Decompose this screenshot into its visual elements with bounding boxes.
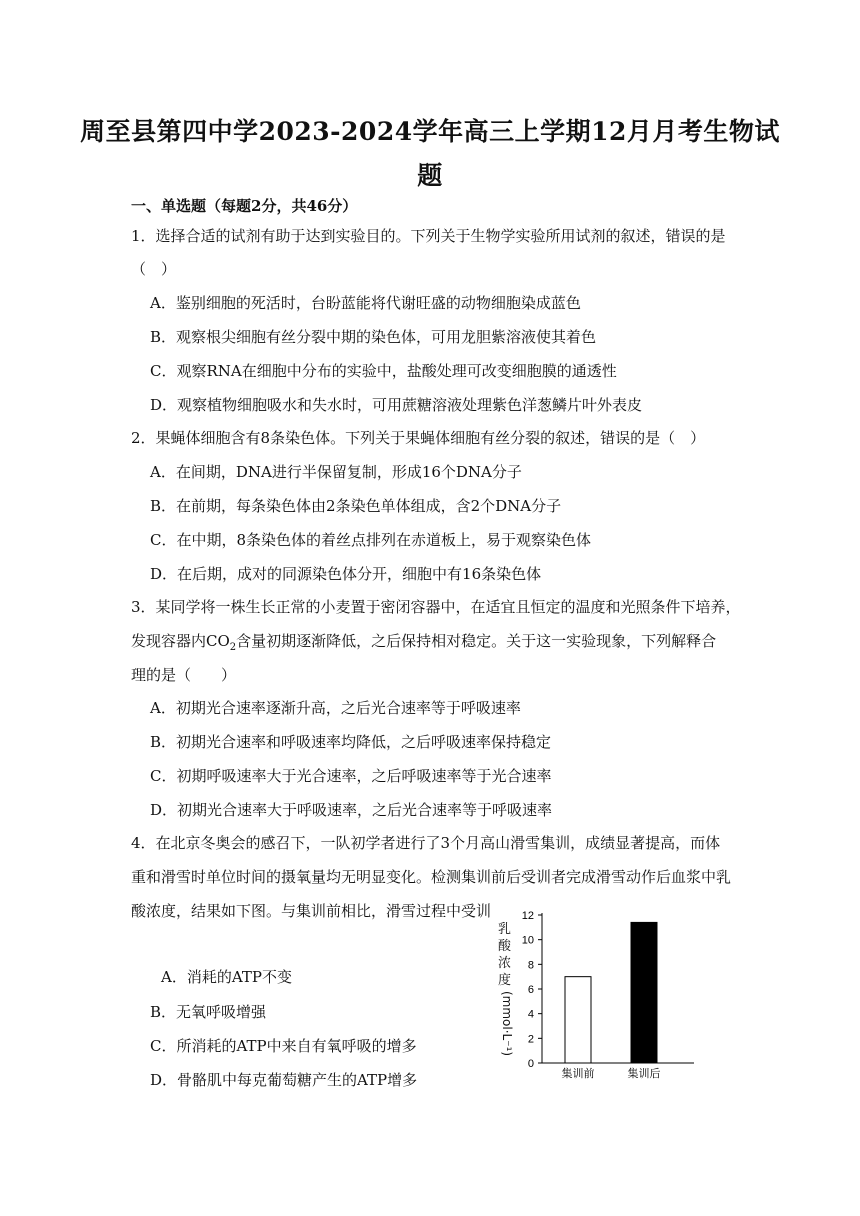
chart-category-label-2: 集训后	[627, 1067, 661, 1080]
chart-y-tick-label-10: 10	[521, 934, 534, 947]
q4-stem-line-1: 4．在北京冬奥会的感召下，一队初学者进行了3个月高山滑雪集训，成绩显著提高，而体	[131, 834, 721, 852]
q4-stem-line-2: 重和滑雪时单位时间的摄氧量均无明显变化。检测集训前后受训者完成滑雪动作后血浆中乳	[131, 868, 732, 886]
q2-option-a: A．在间期，DNA进行半保留复制，形成16个DNA分子	[150, 463, 522, 481]
q3-stem-line-2	[131, 631, 716, 658]
chart-bar-1	[565, 977, 591, 1063]
section-heading: 一、单选题（每题2分，共46分）	[131, 197, 358, 215]
q2-option-b: B．在前期，每条染色体由2条染色单体组成，含2个DNA分子	[150, 497, 562, 515]
q4-option-b: B．无氧呼吸增强	[150, 1003, 267, 1021]
chart-category-label-1: 集训前	[561, 1067, 595, 1080]
chart-y-tick-label-0: 0	[527, 1058, 534, 1070]
chart-y-axis-label-text: 乳酸浓度	[498, 922, 512, 988]
chart-y-tick-label-4: 4	[527, 1008, 534, 1021]
doc-title-line-2: 题	[417, 161, 443, 190]
q4-option-d: D．骨骼肌中每克葡萄糖产生的ATP增多	[150, 1071, 418, 1089]
q4-stem-line-3: 酸浓度，结果如下图。与集训前相比，滑雪过程中受训	[131, 902, 492, 920]
q1-stem-line-2: （ ）	[131, 260, 177, 278]
chart-y-tick-label-2: 2	[527, 1033, 534, 1046]
chart-plot-area	[494, 903, 704, 1083]
q2-stem: 2．果蝇体细胞含有8条染色体。下列关于果蝇体细胞有丝分裂的叙述，错误的是（ ）	[131, 429, 706, 447]
q3-option-a: A．初期光合速率逐渐升高，之后光合速率等于呼吸速率	[150, 699, 521, 717]
lactate-bar-chart	[494, 903, 704, 1083]
q2-option-d: D．在后期，成对的同源染色体分开，细胞中有16条染色体	[150, 565, 542, 583]
q1-option-b: B．观察根尖细胞有丝分裂中期的染色体，可用龙胆紫溶液使其着色	[150, 328, 597, 346]
q1-option-c: C．观察RNA在细胞中分布的实验中，盐酸处理可改变细胞膜的通透性	[150, 362, 617, 380]
q1-stem-line-1: 1．选择合适的试剂有助于达到实验目的。下列关于生物学实验所用试剂的叙述，错误的是	[131, 227, 726, 245]
chart-y-tick-label-8: 8	[527, 959, 534, 972]
q3-option-b: B．初期光合速率和呼吸速率均降低，之后呼吸速率保持稳定	[150, 733, 552, 751]
q1-option-a: A．鉴别细胞的死活时，台盼蓝能将代谢旺盛的动物细胞染成蓝色	[150, 294, 581, 312]
doc-title-line-1: 周至县第四中学2023-2024学年高三上学期12月月考生物试	[80, 117, 780, 146]
q4-option-c: C．所消耗的ATP中来自有氧呼吸的增多	[150, 1037, 417, 1055]
q3-option-d: D．初期光合速率大于呼吸速率，之后光合速率等于呼吸速率	[150, 801, 553, 819]
q3-stem-rest: 含量初期逐渐降低，之后保持相对稳定。关于这一实验现象，下列解释合	[236, 632, 717, 650]
q2-option-c: C．在中期，8条染色体的着丝点排列在赤道板上，易于观察染色体	[150, 531, 592, 549]
chart-y-axis-unit: (mmol·L⁻¹)	[500, 991, 514, 1057]
chart-y-tick-label-12: 12	[521, 910, 534, 922]
chart-bar-2	[631, 922, 657, 1063]
q3-stem-subscript: 2	[229, 642, 237, 653]
q3-option-c: C．初期呼吸速率大于光合速率，之后呼吸速率等于光合速率	[150, 767, 552, 785]
q3-stem-co2: 发现容器内CO	[131, 632, 230, 650]
q3-stem-line-1: 3．某同学将一株生长正常的小麦置于密闭容器中，在适宜且恒定的温度和光照条件下培养，	[131, 598, 741, 616]
chart-y-tick-label-6: 6	[527, 984, 534, 996]
q3-stem-line-3: 理的是（ ）	[131, 666, 237, 684]
q4-option-a: A．消耗的ATP不变	[161, 968, 292, 986]
q1-option-d: D．观察植物细胞吸水和失水时，可用蔗糖溶液处理紫色洋葱鳞片叶外表皮	[150, 396, 643, 414]
